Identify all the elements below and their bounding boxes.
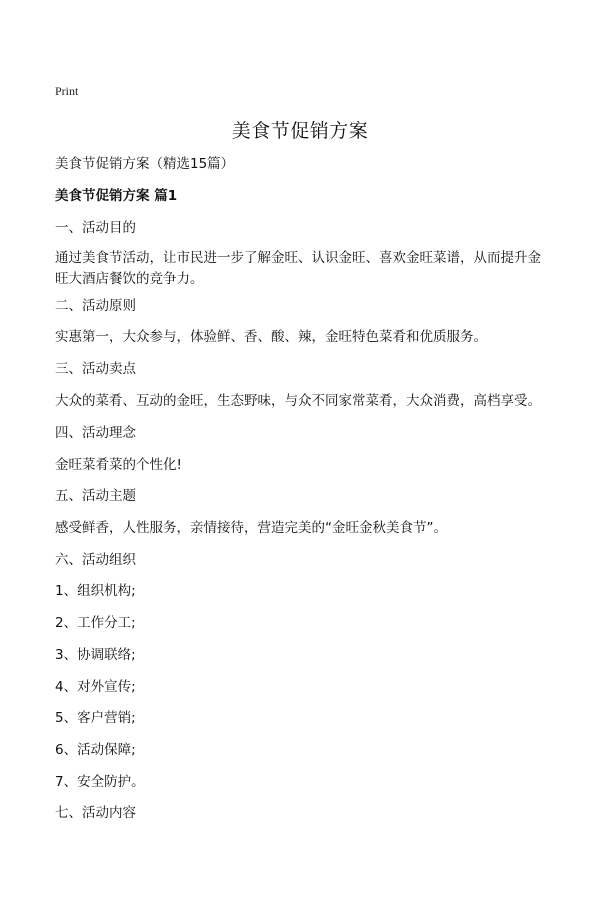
paragraph-activity-concept: 金旺菜肴菜的个性化! [55,457,182,473]
paragraph-activity-theme: 感受鲜香，人性服务，亲情接待，营造完美的“金旺金秋美食节”。 [55,520,447,536]
print-label: Print [55,84,79,98]
heading-activity-content: 七、活动内容 [55,805,136,821]
document-title: 美食节促销方案 [231,120,369,142]
list-item: 1、组织机构; [55,583,136,599]
list-item: 5、客户营销; [55,710,136,726]
heading-activity-organization: 六、活动组织 [55,552,136,568]
paragraph-selling-points: 大众的菜肴、互动的金旺，生态野味，与众不同家常菜肴，大众消费，高档享受。 [55,393,541,409]
list-item: 6、活动保障; [55,742,136,758]
list-item: 4、对外宣传; [55,679,136,695]
section-heading: 美食节促销方案 篇1 [55,188,178,204]
paragraph-activity-principle: 实惠第一，大众参与，体验鲜、香、酸、辣，金旺特色菜肴和优质服务。 [55,329,487,345]
list-item: 7、安全防护。 [55,774,145,790]
heading-activity-principle: 二、活动原则 [55,298,136,314]
heading-selling-points: 三、活动卖点 [55,361,136,377]
paragraph-activity-purpose: 通过美食节活动，让市民进一步了解金旺、认识金旺、喜欢金旺菜谱，从而提升金旺大酒店餐饮的竞争力。 [55,250,541,287]
list-item: 2、工作分工; [55,615,136,631]
heading-activity-concept: 四、活动理念 [55,425,136,441]
list-item: 3、协调联络; [55,647,136,663]
heading-activity-theme: 五、活动主题 [55,488,136,504]
document-subtitle: 美食节促销方案（精选15篇） [55,156,235,172]
heading-activity-purpose: 一、活动目的 [55,220,136,236]
